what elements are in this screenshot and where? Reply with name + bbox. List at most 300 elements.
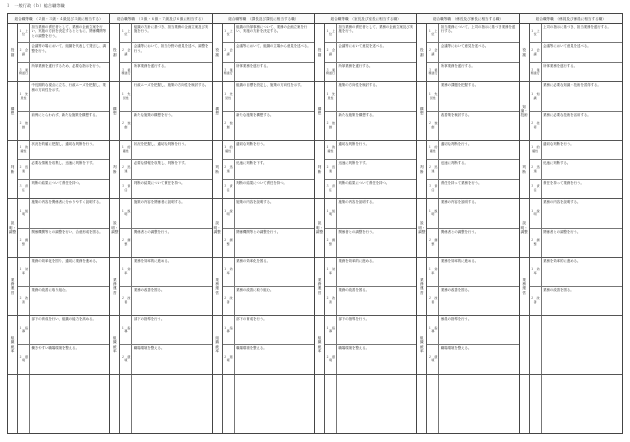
section-items xyxy=(325,141,416,198)
section-items xyxy=(120,375,211,433)
section-label: 役割 xyxy=(315,24,325,81)
section-label: 説明・調整 xyxy=(315,199,325,256)
competency-section xyxy=(315,141,416,199)
criterion-tag: ２ 会議 xyxy=(530,43,542,61)
criterion-row xyxy=(18,375,109,433)
criterion-tag: １ 効率 xyxy=(325,258,337,286)
criterion-text: 会議等において意見を述べる。 xyxy=(440,44,489,49)
criterion-text: 所掌業務を遂行する。 xyxy=(338,63,373,68)
criterion-text: 担当業務の責任者として、業務の企画立案及び実施を行う。 xyxy=(338,25,414,34)
competency-section xyxy=(213,258,314,316)
section-label: 判断 xyxy=(8,141,18,198)
section-label: 組織統率 xyxy=(213,316,223,373)
section-items xyxy=(427,199,518,256)
column-header: 総合職等職 （課長及び課長に相当する職） xyxy=(213,14,314,24)
grade-column xyxy=(417,14,519,433)
criterion-tag: １ 的確性 xyxy=(223,141,235,159)
criterion-tag: １ 上位 xyxy=(18,24,30,42)
criterion-row xyxy=(530,316,622,373)
criterion-text: 適切な判断を行う。 xyxy=(543,141,574,146)
section-items xyxy=(120,199,211,256)
criterion-row xyxy=(120,180,211,198)
section-items xyxy=(530,24,622,81)
criterion-row xyxy=(223,287,314,315)
criterion-tag: ２ 環境 xyxy=(223,345,235,373)
competency-section xyxy=(315,258,416,316)
criterion-row xyxy=(18,180,109,198)
section-label: 組織統率 xyxy=(8,316,18,373)
criterion-row xyxy=(223,160,314,179)
section-items xyxy=(530,141,622,198)
criterion-text: 所掌業務を遂行する。 xyxy=(543,63,578,68)
criterion-row xyxy=(120,199,211,228)
section-label: 役割 xyxy=(110,24,120,81)
competency-section xyxy=(8,82,109,140)
criterion-tag: １ 的確性 xyxy=(120,141,132,159)
criterion-row xyxy=(427,141,518,160)
criterion-tag: ３ 責任 xyxy=(120,180,132,198)
competency-section xyxy=(520,316,622,374)
criterion-tag: １ 先見性 xyxy=(223,82,235,110)
criterion-row xyxy=(530,287,622,315)
criterion-row xyxy=(427,375,518,433)
criterion-tag: ２ 迅速 xyxy=(18,160,30,178)
section-label xyxy=(520,375,530,433)
criterion-text: 所掌業務を遂行する。 xyxy=(133,63,168,68)
competency-section xyxy=(213,316,314,374)
criterion-text xyxy=(337,375,416,433)
criterion-tag: １ 効率 xyxy=(18,258,30,286)
criterion-row xyxy=(18,63,109,81)
criterion-text xyxy=(30,375,109,433)
section-label xyxy=(417,375,427,433)
criterion-row xyxy=(223,229,314,257)
criterion-text: 職場環境を整える。 xyxy=(133,346,165,351)
criterion-text: 働きやすい職場環境を整える。 xyxy=(31,346,79,351)
criterion-text: 所掌業務を遂行するため、必要な指示を行う。 xyxy=(31,63,103,68)
criterion-text: 職場環境を整える。 xyxy=(440,346,472,351)
section-label: 組織統率 xyxy=(417,316,427,373)
criterion-tag: １ 的確性 xyxy=(427,141,439,159)
criterion-row xyxy=(530,199,622,228)
criterion-row xyxy=(427,199,518,228)
criterion-tag: ２ 改善 xyxy=(325,287,337,315)
competency-section xyxy=(8,141,109,199)
criterion-row xyxy=(120,82,211,111)
criterion-tag: ３ 責任 xyxy=(325,180,337,198)
criterion-tag: ２ 会議 xyxy=(18,43,30,61)
section-label: 役割 xyxy=(8,24,18,81)
criterion-text: 責任を持って業務を行う。 xyxy=(440,180,482,185)
competency-section xyxy=(8,316,109,374)
competency-table xyxy=(7,13,623,434)
competency-section xyxy=(213,24,314,82)
section-label: 構想 xyxy=(417,82,427,139)
criterion-text: 状況を的確に把握し、適切な判断を行う。 xyxy=(31,141,96,146)
criterion-row xyxy=(427,287,518,315)
section-items xyxy=(120,82,211,139)
criterion-row xyxy=(120,375,211,433)
criterion-row xyxy=(223,24,314,43)
criterion-tag xyxy=(223,375,235,433)
criterion-tag: １ 指導 xyxy=(18,316,30,344)
grade-column xyxy=(315,14,417,433)
section-items xyxy=(18,316,109,373)
criterion-row xyxy=(223,375,314,433)
section-items xyxy=(223,316,314,373)
criterion-text: 業務の課題を把握する。 xyxy=(440,83,479,88)
competency-section xyxy=(110,258,211,316)
section-label: 組織統率 xyxy=(315,316,325,373)
criterion-tag: １ 効率 xyxy=(530,258,542,286)
criterion-tag: ２ 独創 xyxy=(427,112,439,140)
criterion-text: 中長期的な視点に立ち、行政ニーズを把握し、業務の方向性を示す。 xyxy=(31,83,106,92)
section-label: 説明・調整 xyxy=(520,199,530,256)
section-items xyxy=(530,82,622,139)
section-label: 構想 xyxy=(213,82,223,139)
criterion-text: 会議等の場において、組織を代表して発言し、調整を行う。 xyxy=(31,44,107,53)
section-items xyxy=(325,24,416,81)
competency-section xyxy=(315,199,416,257)
criterion-text: 迅速に判断を下す。 xyxy=(236,161,267,166)
criterion-text: 業務の改善に取り組む。 xyxy=(31,287,69,292)
criterion-tag: １ 説明 xyxy=(223,199,235,227)
criterion-tag: １ 指導 xyxy=(427,316,439,344)
criterion-row xyxy=(325,160,416,179)
grade-column xyxy=(110,14,212,433)
criterion-text: 施策の方向性を検討する。 xyxy=(338,83,380,88)
criterion-row xyxy=(325,82,416,111)
section-label: 組織統率 xyxy=(110,316,120,373)
criterion-tag xyxy=(530,316,542,373)
criterion-text: 業務を効率的に進める。 xyxy=(338,258,376,263)
criterion-text: 関係機関等との調整を行い、合意形成を図る。 xyxy=(31,229,103,234)
section-label: 構想 xyxy=(110,82,120,139)
criterion-tag: ２ 環境 xyxy=(427,345,439,373)
criterion-tag: １ 効率 xyxy=(120,258,132,286)
criterion-row xyxy=(120,160,211,179)
section-label: 説明・調整 xyxy=(110,199,120,256)
criterion-row xyxy=(530,229,622,257)
section-items xyxy=(427,258,518,315)
criterion-row xyxy=(325,316,416,345)
criterion-text: 所掌業務を遂行する。 xyxy=(236,63,271,68)
criterion-text: 状況を把握し、適切な判断を行う。 xyxy=(133,141,189,146)
column-header: 総合職等職 （室長及び室長に相当する職） xyxy=(315,14,416,24)
criterion-text: 業務の改善を図る。 xyxy=(133,287,165,292)
competency-section xyxy=(213,375,314,433)
section-label: 業務運営 xyxy=(110,258,120,315)
criterion-text: 部下の指導を行う。 xyxy=(338,317,370,322)
criterion-row xyxy=(325,63,416,81)
section-label: 説明・調整 xyxy=(417,199,427,256)
criterion-tag: １ 説明 xyxy=(530,199,542,227)
criterion-row xyxy=(325,112,416,140)
section-label: 業務運営 xyxy=(8,258,18,315)
column-header: 総合職等職 （係長及び係長に相当する職） xyxy=(417,14,518,24)
criterion-row xyxy=(18,345,109,373)
criterion-text: 改善策を検討する。 xyxy=(440,112,472,117)
section-label: 役割 xyxy=(520,24,530,81)
criterion-row xyxy=(325,43,416,62)
grade-column xyxy=(520,14,622,433)
criterion-text: 部下の育成を行い、組織の能力を高める。 xyxy=(31,317,96,322)
criterion-text: 関係者との調整を行う。 xyxy=(440,229,479,234)
criterion-tag: １ 指導 xyxy=(325,316,337,344)
criterion-text: 業務の改善に取り組む。 xyxy=(236,287,274,292)
criterion-text: 業務の改善を図る。 xyxy=(338,287,370,292)
criterion-row xyxy=(325,287,416,315)
criterion-tag: １ 上位 xyxy=(120,24,132,42)
criterion-text: 業務の効率化を図り、適切に業務を進める。 xyxy=(31,258,100,263)
criterion-text: 業務に必要な技術を活用する。 xyxy=(543,112,591,117)
criterion-text: 適切な判断を行う。 xyxy=(440,141,472,146)
criterion-tag: １ 先見性 xyxy=(427,82,439,110)
criterion-text: 業務の効率化を図る。 xyxy=(236,258,271,263)
section-label xyxy=(110,375,120,433)
criterion-tag: ３ 業務遂行 xyxy=(223,63,235,81)
criterion-text: 必要な情報を収集し、迅速に判断を下す。 xyxy=(31,161,96,166)
section-items xyxy=(18,199,109,256)
criterion-row xyxy=(530,258,622,287)
criterion-tag: １ 上位 xyxy=(530,24,542,42)
criterion-row xyxy=(325,24,416,43)
criterion-text: 業務の内容を説明する。 xyxy=(440,200,479,205)
criterion-row xyxy=(427,82,518,111)
criterion-text: 迅速に判断を下す。 xyxy=(338,161,369,166)
criterion-text: 業務を効率的に進める。 xyxy=(133,258,172,263)
criterion-tag: ３ 業務遂行 xyxy=(120,63,132,81)
criterion-tag: ２ 独創 xyxy=(223,112,235,140)
criterion-row xyxy=(223,345,314,373)
competency-section xyxy=(417,375,518,433)
criterion-text: 業務を効率的に進める。 xyxy=(440,258,479,263)
section-label xyxy=(520,316,530,373)
section-items xyxy=(120,258,211,315)
section-label xyxy=(213,375,223,433)
criterion-tag xyxy=(325,375,337,433)
criterion-tag: ２ 迅速 xyxy=(325,160,337,178)
criterion-tag: ２ 調整 xyxy=(223,229,235,257)
criterion-tag xyxy=(120,375,132,433)
competency-section xyxy=(8,24,109,82)
criterion-text: 迅速に判断する。 xyxy=(440,161,468,166)
criterion-text: 施策の内容を関係者に説明する。 xyxy=(133,200,185,205)
criterion-tag: ２ 迅速 xyxy=(223,160,235,178)
criterion-tag: ２ 改善 xyxy=(530,287,542,315)
section-items xyxy=(427,24,518,81)
criterion-text: 施策の内容を説明する。 xyxy=(338,200,376,205)
criterion-tag: １ 指導 xyxy=(223,316,235,344)
criterion-text: 業務に必要な知識・技術を習得する。 xyxy=(543,83,601,88)
criterion-row xyxy=(120,258,211,287)
criterion-tag: ２ 独創 xyxy=(120,112,132,140)
criterion-text: 迅速に判断する。 xyxy=(543,161,571,166)
criterion-tag: １ 上位 xyxy=(223,24,235,42)
criterion-row xyxy=(427,63,518,81)
criterion-row xyxy=(18,258,109,287)
criterion-row xyxy=(530,141,622,160)
column-header: 総合職等職 （５級・６級・７級及び６級に相当する） xyxy=(110,14,211,24)
criterion-row xyxy=(120,43,211,62)
criterion-tag xyxy=(427,375,439,433)
section-items xyxy=(120,141,211,198)
section-items xyxy=(427,375,518,433)
criterion-tag: ３ 業務遂行 xyxy=(18,63,30,81)
criterion-tag: ２ 調整 xyxy=(325,229,337,257)
grade-column xyxy=(8,14,110,433)
criterion-text xyxy=(132,375,211,433)
criterion-tag: １ 説明 xyxy=(18,199,30,227)
criterion-row xyxy=(530,112,622,140)
criterion-text: 施策の内容を説明する。 xyxy=(236,200,274,205)
competency-section xyxy=(520,141,622,199)
section-items xyxy=(223,258,314,315)
section-items xyxy=(120,316,211,373)
criterion-tag: ２ 技術 xyxy=(530,112,542,140)
criterion-text: 業務の改善を図る。 xyxy=(440,287,472,292)
criterion-text: 責任を持って業務を行う。 xyxy=(543,180,584,185)
criterion-tag: ３ 責任 xyxy=(530,180,542,198)
criterion-row xyxy=(427,229,518,257)
criterion-tag: ２ 改善 xyxy=(427,287,439,315)
criterion-tag: ２ 会議 xyxy=(120,43,132,61)
criterion-text: 必要な情報を収集し、判断を下す。 xyxy=(133,161,188,166)
criterion-row xyxy=(530,24,622,43)
criterion-row xyxy=(18,316,109,345)
criterion-text: 判断の結果について責任を持つ。 xyxy=(31,180,83,185)
competency-section xyxy=(110,199,211,257)
competency-section xyxy=(417,316,518,374)
criterion-text: 会議等において意見を述べる。 xyxy=(338,44,386,49)
criterion-row xyxy=(120,316,211,345)
criterion-text xyxy=(542,375,622,433)
section-label: 役割 xyxy=(417,24,427,81)
section-label: 役割 xyxy=(213,24,223,81)
criterion-row xyxy=(18,160,109,179)
criterion-tag: ２ 環境 xyxy=(325,345,337,373)
criterion-tag: ３ 業務遂行 xyxy=(427,63,439,81)
competency-section xyxy=(315,82,416,140)
criterion-tag: ３ 責任 xyxy=(223,180,235,198)
section-items xyxy=(530,316,622,373)
criterion-tag: ２ 独創 xyxy=(325,112,337,140)
criterion-text xyxy=(439,375,518,433)
section-label: 判断 xyxy=(110,141,120,198)
section-items xyxy=(530,375,622,433)
criterion-text: 担当業務の責任者として、業務の企画立案を行い、実施の方針を決定するとともに、関係機関等との調整を行う。 xyxy=(31,25,107,38)
criterion-row xyxy=(325,141,416,160)
competency-section xyxy=(417,24,518,82)
criterion-tag: １ 上位 xyxy=(325,24,337,42)
criterion-row xyxy=(18,229,109,257)
criterion-text: 会議等において、担当分野の意見を述べ、調整を行う。 xyxy=(133,44,209,53)
criterion-row xyxy=(120,24,211,43)
criterion-row xyxy=(18,24,109,43)
criterion-row xyxy=(223,180,314,198)
section-items xyxy=(18,24,109,81)
criterion-tag: ２ 環境 xyxy=(120,345,132,373)
section-label: 説明・調整 xyxy=(213,199,223,256)
criterion-tag: ３ 責任 xyxy=(427,180,439,198)
competency-section xyxy=(520,199,622,257)
criterion-row xyxy=(18,82,109,111)
grade-column xyxy=(213,14,315,433)
column-header: 総合職等職 （２級・３級・４級及び３級に相当する） xyxy=(8,14,109,24)
criterion-text: 職場環境を整える。 xyxy=(236,346,267,351)
criterion-row xyxy=(223,82,314,111)
criterion-tag: ２ 迅速 xyxy=(120,160,132,178)
criterion-text: 関係者との調整を行う。 xyxy=(133,229,172,234)
criterion-text: 組織の目標を設定し、施策の方向性を示す。 xyxy=(236,83,304,88)
section-label xyxy=(8,375,18,433)
competency-section xyxy=(110,24,211,82)
criterion-text: 部下の育成を行う。 xyxy=(236,317,267,322)
criterion-tag: １ 先見性 xyxy=(325,82,337,110)
criterion-text: 行政ニーズを把握し、施策の方向性を検討する。 xyxy=(133,83,209,88)
criterion-text: 判断の結果について責任を持つ。 xyxy=(338,180,390,185)
section-items xyxy=(223,375,314,433)
criterion-tag: ２ 調整 xyxy=(120,229,132,257)
competency-section xyxy=(110,375,211,433)
criterion-row xyxy=(223,43,314,62)
criterion-row xyxy=(427,345,518,373)
competency-section xyxy=(8,199,109,257)
criterion-row xyxy=(427,43,518,62)
criterion-tag: １ 先見性 xyxy=(120,82,132,110)
criterion-text: 所掌業務を遂行する。 xyxy=(440,63,475,68)
competency-section xyxy=(315,24,416,82)
criterion-tag: １ 説明 xyxy=(427,199,439,227)
criterion-row xyxy=(120,229,211,257)
criterion-tag: １ 説明 xyxy=(325,199,337,227)
criterion-row xyxy=(223,141,314,160)
competency-section xyxy=(315,316,416,374)
section-items xyxy=(427,316,518,373)
criterion-row xyxy=(120,345,211,373)
section-items xyxy=(325,199,416,256)
criterion-row xyxy=(18,43,109,62)
criterion-row xyxy=(325,258,416,287)
criterion-tag: １ 知識 xyxy=(530,82,542,110)
section-items xyxy=(427,141,518,198)
criterion-row xyxy=(530,43,622,62)
section-items xyxy=(325,375,416,433)
competency-section xyxy=(213,199,314,257)
criterion-tag: ２ 環境 xyxy=(18,345,30,373)
criterion-row xyxy=(325,345,416,373)
competency-section xyxy=(8,375,109,433)
criterion-text: 業務を効率的に進める。 xyxy=(543,258,581,263)
criterion-text: 業務の改善を図る。 xyxy=(543,287,574,292)
criterion-tag: ２ 会議 xyxy=(325,43,337,61)
section-items xyxy=(325,82,416,139)
criterion-row xyxy=(120,63,211,81)
criterion-row xyxy=(325,180,416,198)
section-label: 構想 xyxy=(8,82,18,139)
criterion-text xyxy=(542,316,622,373)
criterion-row xyxy=(530,63,622,81)
section-items xyxy=(530,258,622,315)
criterion-row xyxy=(18,141,109,160)
criterion-tag: １ 的確性 xyxy=(18,141,30,159)
criterion-text: 前例にとらわれず、新たな施策を構想する。 xyxy=(31,112,100,117)
criterion-text: 組織の所掌事務について、業務の企画立案を行い、実施の方針を決定する。 xyxy=(236,25,308,34)
section-items xyxy=(427,82,518,139)
criterion-tag: ２ 迅速 xyxy=(530,160,542,178)
criterion-tag: ２ 調整 xyxy=(530,229,542,257)
competency-section xyxy=(110,82,211,140)
